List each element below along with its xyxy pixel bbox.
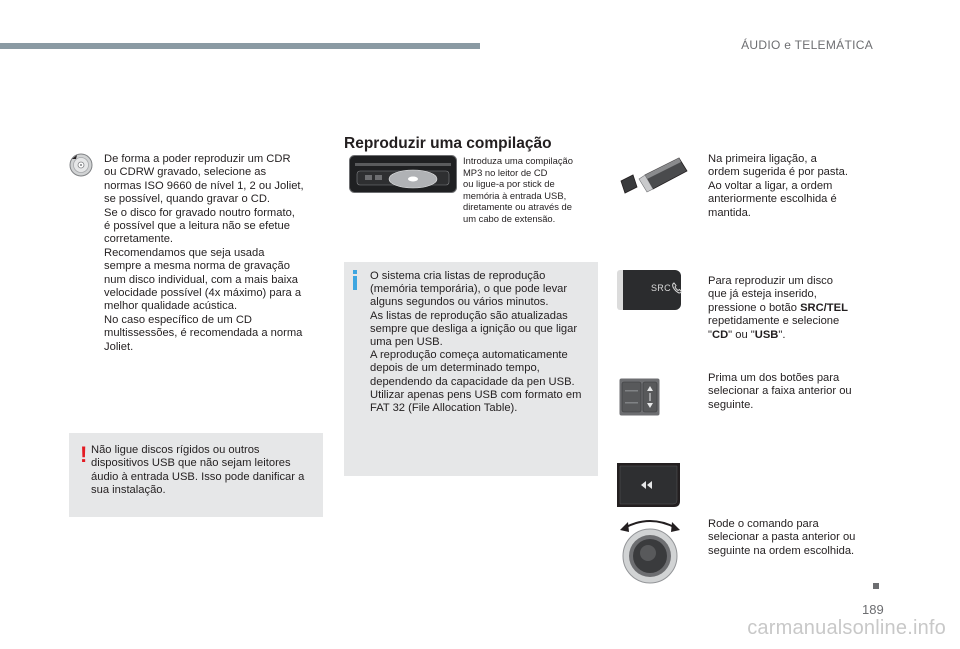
select-source-text: Para reproduzir um disco que já esteja inserido, pressione o botão SRC/TEL repetidamente e selecione "CD" ou "USB". [708,275,848,341]
page-number: 189 [862,602,884,617]
track-select-text: Prima um dos botões para selecionar a faixa anterior ou seguinte. [708,372,852,411]
usb-stick-icon [617,155,691,195]
info-text: O sistema cria listas de reprodução (memória temporária), o que pode levar alguns segundos ou vários minutos. As listas de reprodução são atualizadas sempre que desliga a ignição ou que ligar uma pen USB. A reprodução começa automaticamente depois de um determinado tempo, dependendo da capacidade da pen USB. Utilizar apenas pens USB com formato em FAT 32 (File Allocation Table). [370,270,582,415]
previous-track-icon [617,463,680,507]
src-tel-button-icon [617,270,681,310]
first-connection-text: Na primeira ligação, a ordem sugerida é por pasta. Ao voltar a ligar, a ordem anteriormente escolhida é mantida. [708,153,848,219]
page-header-title: ÁUDIO e TELEMÁTICA [741,38,873,52]
header-bar [0,43,480,49]
cd-player-icon [349,155,457,193]
insert-compilation-text: Introduza uma compilação MP3 no leitor de CD ou ligue-a por stick de memória à entrada USB, diretamente ou através de um cabo de extensão. [463,155,573,224]
watermark: carmanualsonline.info [747,617,946,639]
info-icon [353,270,359,290]
cd-disc-icon [69,153,93,177]
cd-recording-instructions: De forma a poder reproduzir um CDR ou CDRW gravado, selecione as normas ISO 9660 de nível 1, 2 ou Joliet, se possível, quando gravar o CD. Se o disco for gravado noutro formato, é possível que a leitura não se efetue corretamente. Recomendamos que seja usada sempre a mesma norma de gravação num disco individual, com a mais baixa velocidade possível (4x máximo) para a melhor qualidade acústica. No caso específico de um CD multissessões, é recomendada a norma Joliet. [104,153,304,353]
end-marker [873,583,879,589]
folder-select-text: Rode o comando para selecionar a pasta anterior ou seguinte na ordem escolhida. [708,518,856,557]
warning-text: Não ligue discos rígidos ou outros dispositivos USB que não sejam leitores áudio à entrada USB. Isso pode danificar a sua instalação. [91,444,305,497]
warning-icon: ! [80,442,88,467]
section-title: Reproduzir uma compilação [344,135,552,152]
phone-icon [672,282,682,294]
src-label: SRC [651,283,671,293]
seek-buttons-icon [619,378,660,416]
rotary-knob-icon [618,516,682,584]
